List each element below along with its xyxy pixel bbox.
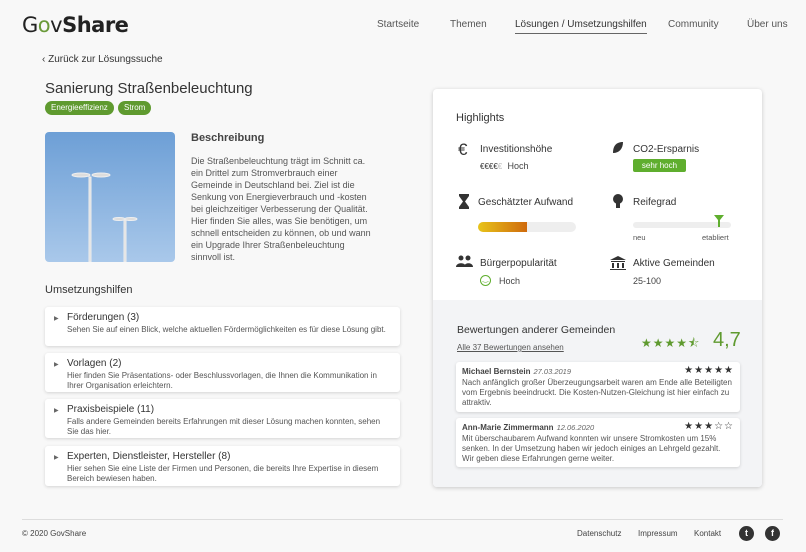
nav-community[interactable]: Community	[668, 19, 719, 30]
chevron-left-icon: ‹	[42, 54, 49, 65]
help-item-title: Förderungen (3)	[67, 312, 140, 323]
help-item-title: Vorlagen (2)	[67, 358, 122, 369]
review-date: 27.03.2019	[533, 367, 572, 376]
review-text: Mit überschaubarem Aufwand konnten wir unsere Stromkosten um 15% senken. In der Umsetzung haben wir jedoch einiges an Lehrgeld gezahlt. Wir geben diese Erfahrungen gerne weiter.	[462, 434, 721, 463]
help-item-title: Experten, Dienstleister, Hersteller (8)	[67, 451, 231, 462]
reifegrad-marker-icon	[714, 215, 724, 230]
twitter-icon[interactable]: t	[739, 526, 754, 541]
reviewer-name: Ann-Marie Zimmermann	[462, 423, 554, 432]
all-reviews-link[interactable]: Alle 37 Bewertungen ansehen	[457, 343, 564, 352]
reifegrad-track	[633, 222, 731, 228]
aufwand-bar-fill	[478, 222, 527, 232]
tag-energieeffizienz[interactable]: Energieeffizienz	[45, 101, 114, 115]
footer-datenschutz[interactable]: Datenschutz	[577, 529, 622, 538]
smiley-icon: ‿	[480, 275, 491, 286]
review-stars: ★★★★★	[684, 365, 734, 376]
help-item-text: Falls andere Gemeinden bereits Erfahrungen mit dieser Lösung machen konnten, sehen Sie das hier.	[67, 417, 381, 436]
people-icon	[456, 255, 473, 270]
invest-value: Hoch	[507, 161, 529, 171]
caret-right-icon: ▶	[54, 408, 59, 414]
nav-ueber-uns[interactable]: Über uns	[747, 19, 788, 30]
invest-symbols-dim: €	[497, 162, 503, 171]
gemeinden-label: Aktive Gemeinden	[633, 258, 715, 269]
back-link-label: Zurück zur Lösungssuche	[48, 54, 163, 65]
co2-label: CO2-Ersparnis	[633, 144, 700, 155]
back-link[interactable]	[42, 54, 163, 65]
invest-label: Investitionshöhe	[480, 144, 553, 155]
help-item-praxisbeispiele[interactable]	[45, 399, 400, 438]
help-item-title: Praxisbeispiele (11)	[67, 404, 155, 415]
footer-kontakt[interactable]: Kontakt	[694, 529, 722, 538]
review-stars: ★★★☆☆	[684, 421, 734, 432]
footer-impressum[interactable]: Impressum	[638, 529, 678, 538]
footer-divider	[22, 519, 783, 520]
lightbulb-icon	[613, 194, 623, 211]
aufwand-bar	[478, 222, 576, 232]
caret-right-icon: ▶	[54, 362, 59, 368]
caret-right-icon: ▶	[54, 455, 59, 461]
co2-badge: sehr hoch	[633, 159, 686, 172]
tag-strom[interactable]: Strom	[118, 101, 151, 115]
streetlight-image	[45, 132, 175, 262]
reviewer-name: Michael Bernstein	[462, 367, 531, 376]
review-date: 12.06.2020	[556, 423, 595, 432]
caret-right-icon: ▶	[54, 316, 59, 322]
description-text: Die Straßenbeleuchtung trägt im Schnitt ca. ein Drittel zum Stromverbrauch einer Gemeinde in Deutschland bei. Ziel ist die Senkung von Energieverbrauch und -kosten bei gleichzeitiger Verbesserung der Qualität. Hier finden Sie alles, was Sie benötigen, um schnell entscheiden zu können, ob und wann ein Upgrade Ihrer Straßenbeleuchtung sinnvoll ist.	[191, 156, 371, 262]
logo[interactable]: GovShare	[22, 13, 129, 37]
reifegrad-label: Reifegrad	[633, 197, 677, 208]
leaf-icon	[611, 141, 624, 157]
nav-startseite[interactable]: Startseite	[377, 19, 420, 30]
popularitaet-value: Hoch	[499, 276, 521, 286]
nav-loesungen[interactable]: Lösungen / Umsetzungshilfen	[515, 19, 647, 34]
description-heading: Beschreibung	[191, 132, 265, 144]
nav-themen[interactable]: Themen	[450, 19, 487, 30]
invest-symbols: €€€€	[480, 162, 498, 171]
reifegrad-max: etabliert	[702, 233, 729, 242]
help-item-experten[interactable]	[45, 446, 400, 486]
help-item-text: Hier sehen Sie eine Liste der Firmen und Personen, die bereits Ihre Expertise in diesem Bereich bewiesen haben.	[67, 464, 379, 483]
rating-stars: ★★★★⯪	[641, 336, 701, 350]
reviews-heading: Bewertungen anderer Gemeinden	[457, 324, 616, 336]
help-item-text: Sehen Sie auf einen Blick, welche aktuellen Fördermöglichkeiten es für diese Lösung gibt.	[67, 325, 386, 334]
umsetzungshilfen-heading: Umsetzungshilfen	[45, 284, 133, 296]
help-item-text: Hier finden Sie Präsentations- oder Beschlussvorlagen, die Ihnen die Kommunikation in Ihrer Organisation erleichtern.	[67, 371, 377, 390]
gemeinden-value: 25-100	[633, 276, 662, 286]
facebook-icon[interactable]: f	[765, 526, 780, 541]
copyright: © 2020 GovShare	[22, 529, 87, 538]
reifegrad-min: neu	[633, 233, 646, 242]
hourglass-icon	[459, 194, 469, 212]
institution-icon	[610, 256, 626, 273]
euro-icon: €	[458, 140, 468, 159]
page-title: Sanierung Straßenbeleuchtung	[45, 80, 253, 97]
review-card	[456, 362, 740, 412]
rating-score: 4,7	[713, 329, 741, 351]
highlights-heading: Highlights	[456, 112, 505, 124]
popularitaet-label: Bürgerpopularität	[480, 258, 557, 269]
review-text: Nach anfänglich großer Überzeugungsarbeit waren am Ende alle Beteiligten vom Ergebnis beeindruckt. Die Kosten-Nutzen-Gleichung ist hier einfach zu attraktiv.	[462, 378, 732, 407]
help-item-foerderungen[interactable]	[45, 307, 400, 346]
review-card	[456, 418, 740, 467]
help-item-vorlagen[interactable]	[45, 353, 400, 392]
aufwand-label: Geschätzter Aufwand	[478, 197, 574, 208]
